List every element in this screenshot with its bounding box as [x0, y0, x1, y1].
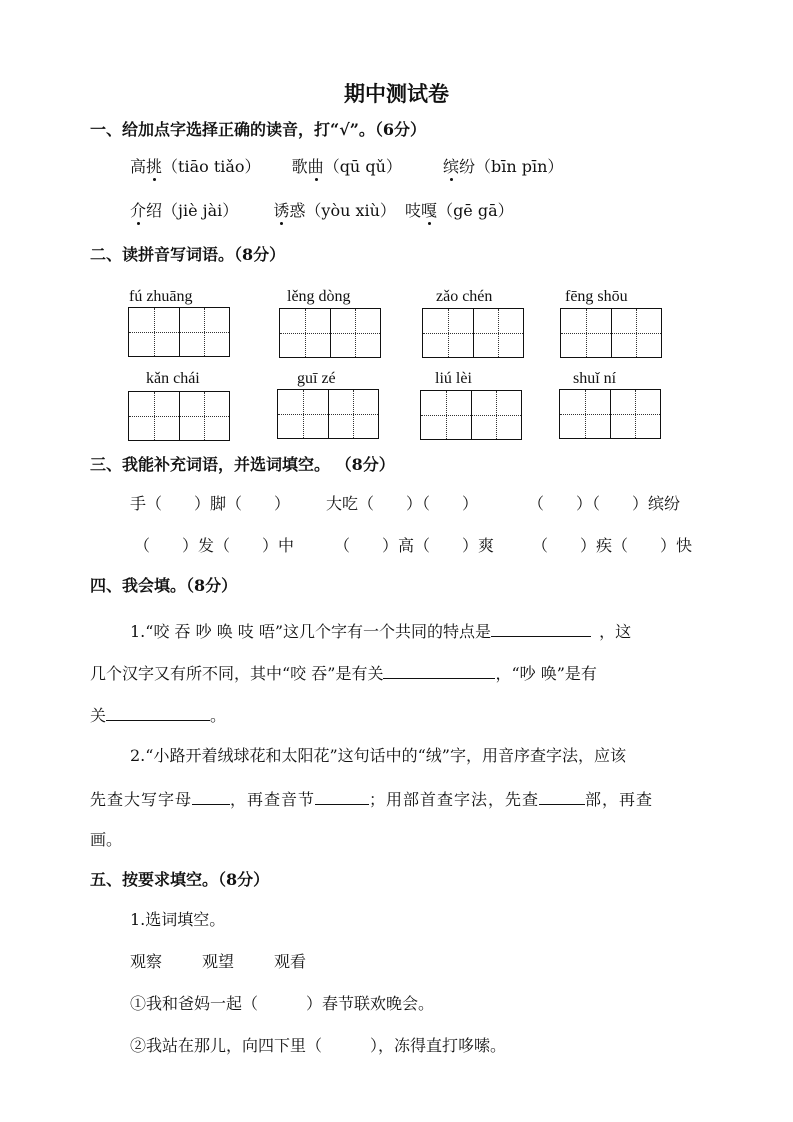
text-fragment	[179, 392, 230, 440]
text-fragment	[179, 308, 230, 356]
answer-blank[interactable]	[192, 788, 230, 805]
text-fragment: 1.“咬 吞 吵 唤 吱 唔”这几个字有一个共同的特点是	[130, 622, 492, 641]
text-fragment	[560, 390, 610, 438]
dotted-character: 嘎	[421, 201, 438, 220]
text-fragment: 观看	[274, 952, 307, 971]
section-4-heading: 四、我会填。（8分）	[90, 576, 238, 595]
text-fragment	[129, 308, 179, 356]
text-fragment	[278, 390, 328, 438]
text-fragment: 观望	[202, 952, 235, 971]
pinyin-label: zǎo chén	[436, 288, 493, 305]
word-choices	[130, 952, 306, 972]
answer-blank[interactable]	[383, 662, 495, 679]
item	[273, 201, 396, 221]
text-fragment: 绍	[146, 201, 163, 220]
q1-label: 1.选词填空。	[130, 910, 226, 929]
q2-line-3: 画。	[90, 830, 123, 849]
pinyin-label: shuǐ ní	[573, 370, 617, 387]
text-fragment	[610, 390, 661, 438]
text-fragment: （jiè jài）	[162, 201, 239, 220]
text-fragment	[423, 309, 473, 357]
fill-item: ①我和爸妈一起（ ）春节联欢晚会。	[130, 994, 435, 1013]
text-fragment: （yòu xiù）	[305, 201, 396, 220]
text-fragment	[561, 309, 611, 357]
text-fragment: （gē gā）	[437, 201, 514, 220]
writing-grid[interactable]	[128, 391, 230, 441]
section-1-row-1	[130, 157, 589, 177]
text-fragment: 几个汉字又有所不同，其中“咬 吞”是有关	[90, 664, 384, 683]
item	[292, 157, 402, 177]
text-fragment	[330, 309, 381, 357]
item	[130, 157, 261, 177]
idiom: 大吃（ ）（ ）	[326, 494, 479, 513]
answer-blank[interactable]	[491, 620, 591, 637]
section-1-heading: 一、给加点字选择正确的读音，打“√”。（6分）	[90, 120, 427, 139]
q1-line-1	[130, 620, 631, 642]
text-fragment: 纷	[458, 157, 475, 176]
dotted-character: 诱	[273, 201, 290, 220]
text-fragment	[611, 309, 662, 357]
writing-grid[interactable]	[559, 389, 661, 439]
text-fragment: ，再查音节	[230, 790, 316, 809]
dotted-character: 缤	[442, 157, 459, 176]
item	[405, 201, 514, 221]
section-5-heading: 五、按要求填空。（8分）	[90, 870, 270, 889]
pinyin-label: fēng shōu	[565, 288, 628, 305]
q1-line-3	[90, 704, 226, 726]
item	[130, 201, 238, 221]
text-fragment	[129, 392, 179, 440]
text-fragment: 观察	[130, 952, 163, 971]
q2-line-2	[90, 788, 653, 810]
text-fragment: （tiāo tiǎo）	[162, 157, 261, 176]
text-fragment: 惑	[289, 201, 306, 220]
text-fragment: （bīn pīn）	[475, 157, 564, 176]
idiom: （ ）疾（ ）快	[532, 536, 693, 555]
writing-grid[interactable]	[279, 308, 381, 358]
q1-line-2	[90, 662, 597, 684]
fill-item: ②我站在那儿，向四下里（ ），冻得直打哆嗦。	[130, 1036, 507, 1055]
text-fragment: （qū qǔ）	[323, 157, 402, 176]
text-fragment	[421, 391, 471, 439]
pinyin-label: fú zhuāng	[129, 288, 193, 305]
q2-line-1: 2.“小路开着绒球花和太阳花”这句话中的“绒”字，用音序查字法，应该	[130, 746, 626, 765]
dotted-character: 曲	[307, 157, 324, 176]
dotted-character: 介	[130, 201, 147, 220]
text-fragment: 高	[130, 157, 147, 176]
text-fragment: ；用部首查字法，先查	[369, 790, 540, 809]
text-fragment: 吱	[405, 201, 422, 220]
text-fragment	[328, 390, 379, 438]
answer-blank[interactable]	[315, 788, 369, 805]
text-fragment: 。	[210, 706, 227, 725]
text-fragment: 歌	[291, 157, 308, 176]
text-fragment: 关	[90, 706, 107, 725]
writing-grid[interactable]	[560, 308, 662, 358]
section-2-heading: 二、读拼音写词语。（8分）	[90, 245, 286, 264]
text-fragment: ，“吵 唤”是有	[495, 664, 597, 683]
page-title: 期中测试卷	[344, 81, 449, 106]
idiom: 手（ ）脚（ ）	[130, 494, 291, 513]
text-fragment	[473, 309, 524, 357]
answer-blank[interactable]	[539, 788, 585, 805]
text-fragment: ，这	[599, 622, 632, 641]
pinyin-label: liú lèi	[435, 370, 472, 387]
writing-grid[interactable]	[422, 308, 524, 358]
section-1-row-2	[130, 201, 540, 221]
item	[443, 157, 563, 177]
text-fragment	[280, 309, 330, 357]
answer-blank[interactable]	[106, 704, 210, 721]
text-fragment: 部，再查	[585, 790, 654, 809]
pinyin-label: guī zé	[297, 370, 336, 387]
pinyin-label: kǎn chái	[146, 370, 200, 387]
text-fragment: 先查大写字母	[90, 790, 193, 809]
writing-grid[interactable]	[128, 307, 230, 357]
text-fragment	[471, 391, 522, 439]
pinyin-label: lěng dòng	[287, 288, 351, 305]
idiom: （ ）（ ）缤纷	[528, 494, 681, 513]
idiom: （ ）发（ ）中	[134, 536, 295, 555]
dotted-character: 挑	[146, 157, 163, 176]
writing-grid[interactable]	[277, 389, 379, 439]
section-3-heading: 三、我能补充词语，并选词填空。 （8分）	[90, 455, 395, 474]
idiom: （ ）高（ ）爽	[334, 536, 495, 555]
writing-grid[interactable]	[420, 390, 522, 440]
